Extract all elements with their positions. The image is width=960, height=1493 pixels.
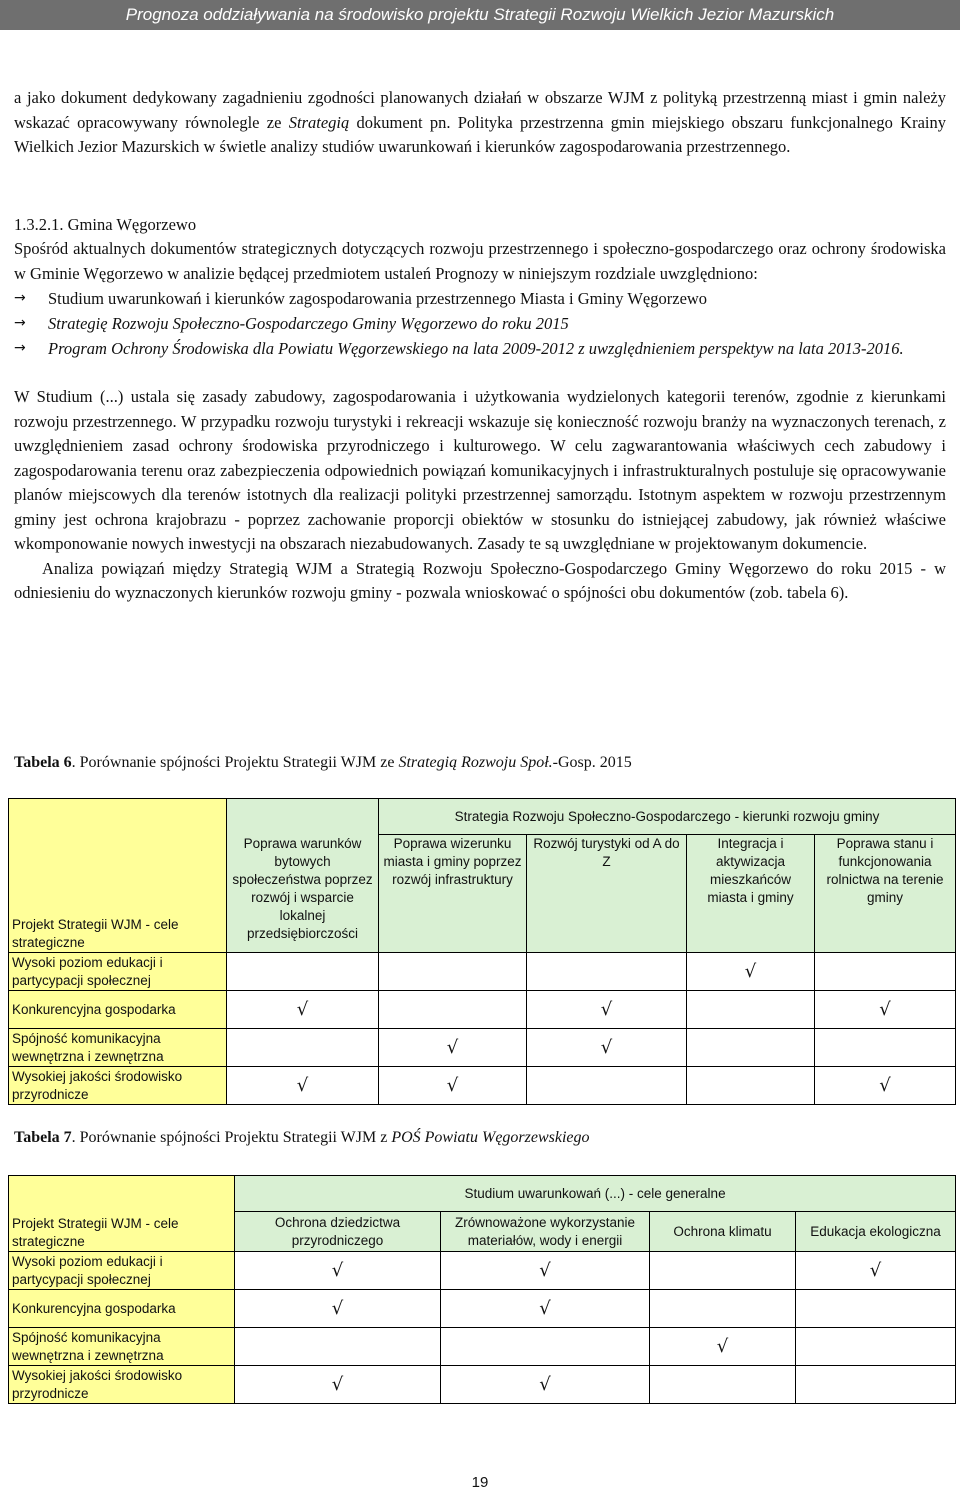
table7-cell: √	[650, 1328, 796, 1366]
table-row	[9, 1067, 956, 1105]
table-row	[9, 953, 956, 991]
table6-cell	[379, 991, 527, 1029]
table7-cell: √	[441, 1252, 650, 1290]
table7-cell	[796, 1366, 956, 1404]
table7-caption-text: . Porównanie spójności Projektu Strategii WJM z	[71, 1129, 392, 1146]
list-item-text: Studium uwarunkowań i kierunków zagospodarowania przestrzennego Miasta i Gminy Węgorzewo	[48, 289, 708, 308]
table6-cell: √	[527, 1029, 687, 1067]
table7-cell: √	[235, 1290, 441, 1328]
table7-cell	[796, 1290, 956, 1328]
table6-cell	[687, 991, 815, 1029]
table6-col-header: Poprawa stanu i funkcjonowania rolnictwa na terenie gminy	[815, 835, 956, 953]
table6-row-label: Wysoki poziom edukacji i partycypacji społecznej	[9, 953, 227, 991]
table7-caption	[14, 1127, 946, 1149]
table6-caption	[14, 752, 946, 774]
document-list	[14, 286, 946, 361]
table6-cell: √	[379, 1067, 527, 1105]
table7-corner: Projekt Strategii WJM - cele strategiczne	[9, 1176, 235, 1252]
table7-caption-block	[14, 1127, 946, 1149]
table7-cell	[650, 1290, 796, 1328]
table6-group-header: Strategia Rozwoju Społeczno-Gospodarczego - kierunki rozwoju gminy	[379, 799, 956, 835]
table6-cell: √	[815, 1067, 956, 1105]
list-item-text: Strategię Rozwoju Społeczno-Gospodarczego Gminy Węgorzewo do roku 2015	[48, 314, 569, 333]
table6-row-label: Wysokiej jakości środowisko przyrodnicze	[9, 1067, 227, 1105]
arrow-icon: →	[14, 290, 26, 306]
table7-cell: √	[235, 1366, 441, 1404]
table6-cell	[527, 953, 687, 991]
table6-cell	[379, 953, 527, 991]
table6-cell	[227, 1029, 379, 1067]
table6-cell: √	[379, 1029, 527, 1067]
header-title: Prognoza oddziaływania na środowisko projektu Strategii Rozwoju Wielkich Jezior Mazurskich	[125, 5, 835, 24]
analysis-paragraph: Analiza powiązań między Strategią WJM a Strategią Rozwoju Społeczno-Gospodarczego Gminy Węgorzewo do roku 2015 - w odniesieniu do wyznaczonych kierunków rozwoju gminy - pozwala wnioskować o spójności obu dokumentów (zob. tabela 6).	[14, 558, 946, 602]
intro-strategy-word: Strategią	[288, 112, 350, 132]
intro-text-2: dokument pn. Polityka przestrzenna gmin miejskiego obszaru funkcjonalnego Krainy Wielkich Jezior Mazurskich w świetle analizy studiów uwarunkowań i kierunków zagospodarowania przestrzennego.	[14, 112, 946, 156]
section-number: 1.3.2.1.	[14, 215, 64, 234]
table6-caption-block	[14, 752, 946, 774]
table-row	[9, 1328, 956, 1366]
section-lead: Spośród aktualnych dokumentów strategicznych dotyczących rozwoju przestrzennego i społeczno-gospodarczego oraz ochrony środowiska w Gminie Węgorzewo w analizie będącej przedmiotem ustaleń Prognozy w niniejszym rozdziale uwzględniono:	[14, 239, 946, 283]
table6-corner: Projekt Strategii WJM - cele strategiczne	[9, 799, 227, 953]
table7-row-label: Wysoki poziom edukacji i partycypacji społecznej	[9, 1252, 235, 1290]
table-row	[9, 1290, 956, 1328]
table6-cell: √	[227, 1067, 379, 1105]
table7-cell	[796, 1328, 956, 1366]
table7-cell	[650, 1252, 796, 1290]
table6-cell	[815, 953, 956, 991]
table7-caption-italic: POŚ Powiatu Węgorzewskiego	[391, 1129, 590, 1146]
list-item	[14, 336, 946, 361]
table7-cell: √	[796, 1252, 956, 1290]
table6-cell	[527, 1067, 687, 1105]
table6-caption-text: . Porównanie spójności Projektu Strategii WJM ze	[71, 754, 399, 771]
table6-cell: √	[527, 991, 687, 1029]
table7-col-header: Ochrona dziedzictwa przyrodniczego	[235, 1212, 441, 1252]
table7-cell: √	[441, 1290, 650, 1328]
table6-cell	[227, 953, 379, 991]
table7-group-header: Studium uwarunkowań (...) - cele generalne	[235, 1176, 956, 1212]
table7-col-header: Zrównoważone wykorzystanie materiałów, wody i energii	[441, 1212, 650, 1252]
intro-paragraph	[14, 86, 946, 160]
table6-col-header: Poprawa wizerunku miasta i gminy poprzez rozwój infrastruktury	[379, 835, 527, 953]
table-row	[9, 1252, 956, 1290]
table7-col-header: Edukacja ekologiczna	[796, 1212, 956, 1252]
table6-cell: √	[227, 991, 379, 1029]
list-item	[14, 286, 946, 311]
table6-col-header: Integracja i aktywizacja mieszkańców miasta i gminy	[687, 835, 815, 953]
intro-paragraph-block	[14, 86, 946, 160]
table7-cell	[235, 1328, 441, 1366]
table7-row-label: Spójność komunikacyjna wewnętrzna i zewnętrzna	[9, 1328, 235, 1366]
table7-caption-label: Tabela 7	[14, 1129, 72, 1146]
page-number: 19	[471, 1474, 489, 1491]
arrow-icon: →	[14, 315, 26, 331]
table6-col-header: Rozwój turystyki od A do Z	[527, 835, 687, 953]
studium-paragraph: W Studium (...) ustala się zasady zabudowy, zagospodarowania i użytkowania wydzielonych kategorii terenów, zgodnie z kierunkami rozwoju przestrzennego. W przypadku rozwoju turystyki i rekreacji wskazuje się konieczność rozwoju branży na wyznaczonych terenach, z uwzględnieniem zasad ochrony środowiska przyrodniczego i kulturowego. W celu zagwarantowania właściwych cech zabudowy i zagospodarowania terenu oraz zabezpieczenia odpowiednich powiązań komunikacyjnych i infrastrukturalnych postuluje się opracowywanie planów miejscowych dla terenów istotnych dla realizacji polityki przestrzennej samorządu. Istotnym aspektem w rozwoju przestrzennym gminy jest ochrona krajobrazu - poprzez zachowanie proporcji obiektów w stosunku do istniejącej zabudowy, jak również właściwe wkomponowanie nowych inwestycji na obszarach niezabudowanych. Zasady te są uwzględniane w projektowanym dokumencie.	[14, 387, 946, 553]
section-title: Gmina Węgorzewo	[67, 215, 197, 234]
table6-cell: √	[815, 991, 956, 1029]
section-heading	[14, 213, 946, 237]
table7-cell: √	[441, 1366, 650, 1404]
table-row	[9, 991, 956, 1029]
running-header	[0, 0, 960, 30]
table6-col-header: Poprawa warunków bytowych społeczeństwa poprzez rozwój i wsparcie lokalnej przedsiębiorczości	[227, 835, 379, 953]
table7	[8, 1175, 956, 1404]
table-row	[9, 1029, 956, 1067]
table7-row-label: Wysokiej jakości środowisko przyrodnicze	[9, 1366, 235, 1404]
table7-row-label: Konkurencyjna gospodarka	[9, 1290, 235, 1328]
list-item-text: Program Ochrony Środowiska dla Powiatu Węgorzewskiego na lata 2009-2012 z uwzględnieniem perspektyw na lata 2013-2016.	[48, 339, 904, 358]
table6-row-label: Konkurencyjna gospodarka	[9, 991, 227, 1029]
table6-caption-tail: -Gosp. 2015	[552, 754, 632, 771]
table6-cell	[687, 1067, 815, 1105]
table6-cell	[815, 1029, 956, 1067]
table-row	[9, 1366, 956, 1404]
table7-cell	[650, 1366, 796, 1404]
table6	[8, 798, 956, 1105]
table7-cell	[441, 1328, 650, 1366]
list-item	[14, 311, 946, 336]
table6-row-label: Spójność komunikacyjna wewnętrzna i zewnętrzna	[9, 1029, 227, 1067]
arrow-icon: →	[14, 340, 26, 356]
table6-cell	[687, 1029, 815, 1067]
table6-cell: √	[687, 953, 815, 991]
intro-text-1: a jako dokument dedykowany zagadnieniu zgodności planowanych działań w obszarze WJM z polityką przestrzenną miast i gmin należy wskazać opracowywany równolegle ze	[14, 88, 946, 132]
table6-caption-label: Tabela 6	[14, 754, 72, 771]
table7-col-header: Ochrona klimatu	[650, 1212, 796, 1252]
table6-caption-italic: Strategią Rozwoju Społ.	[398, 754, 553, 771]
table7-cell: √	[235, 1252, 441, 1290]
section-block	[14, 213, 946, 606]
